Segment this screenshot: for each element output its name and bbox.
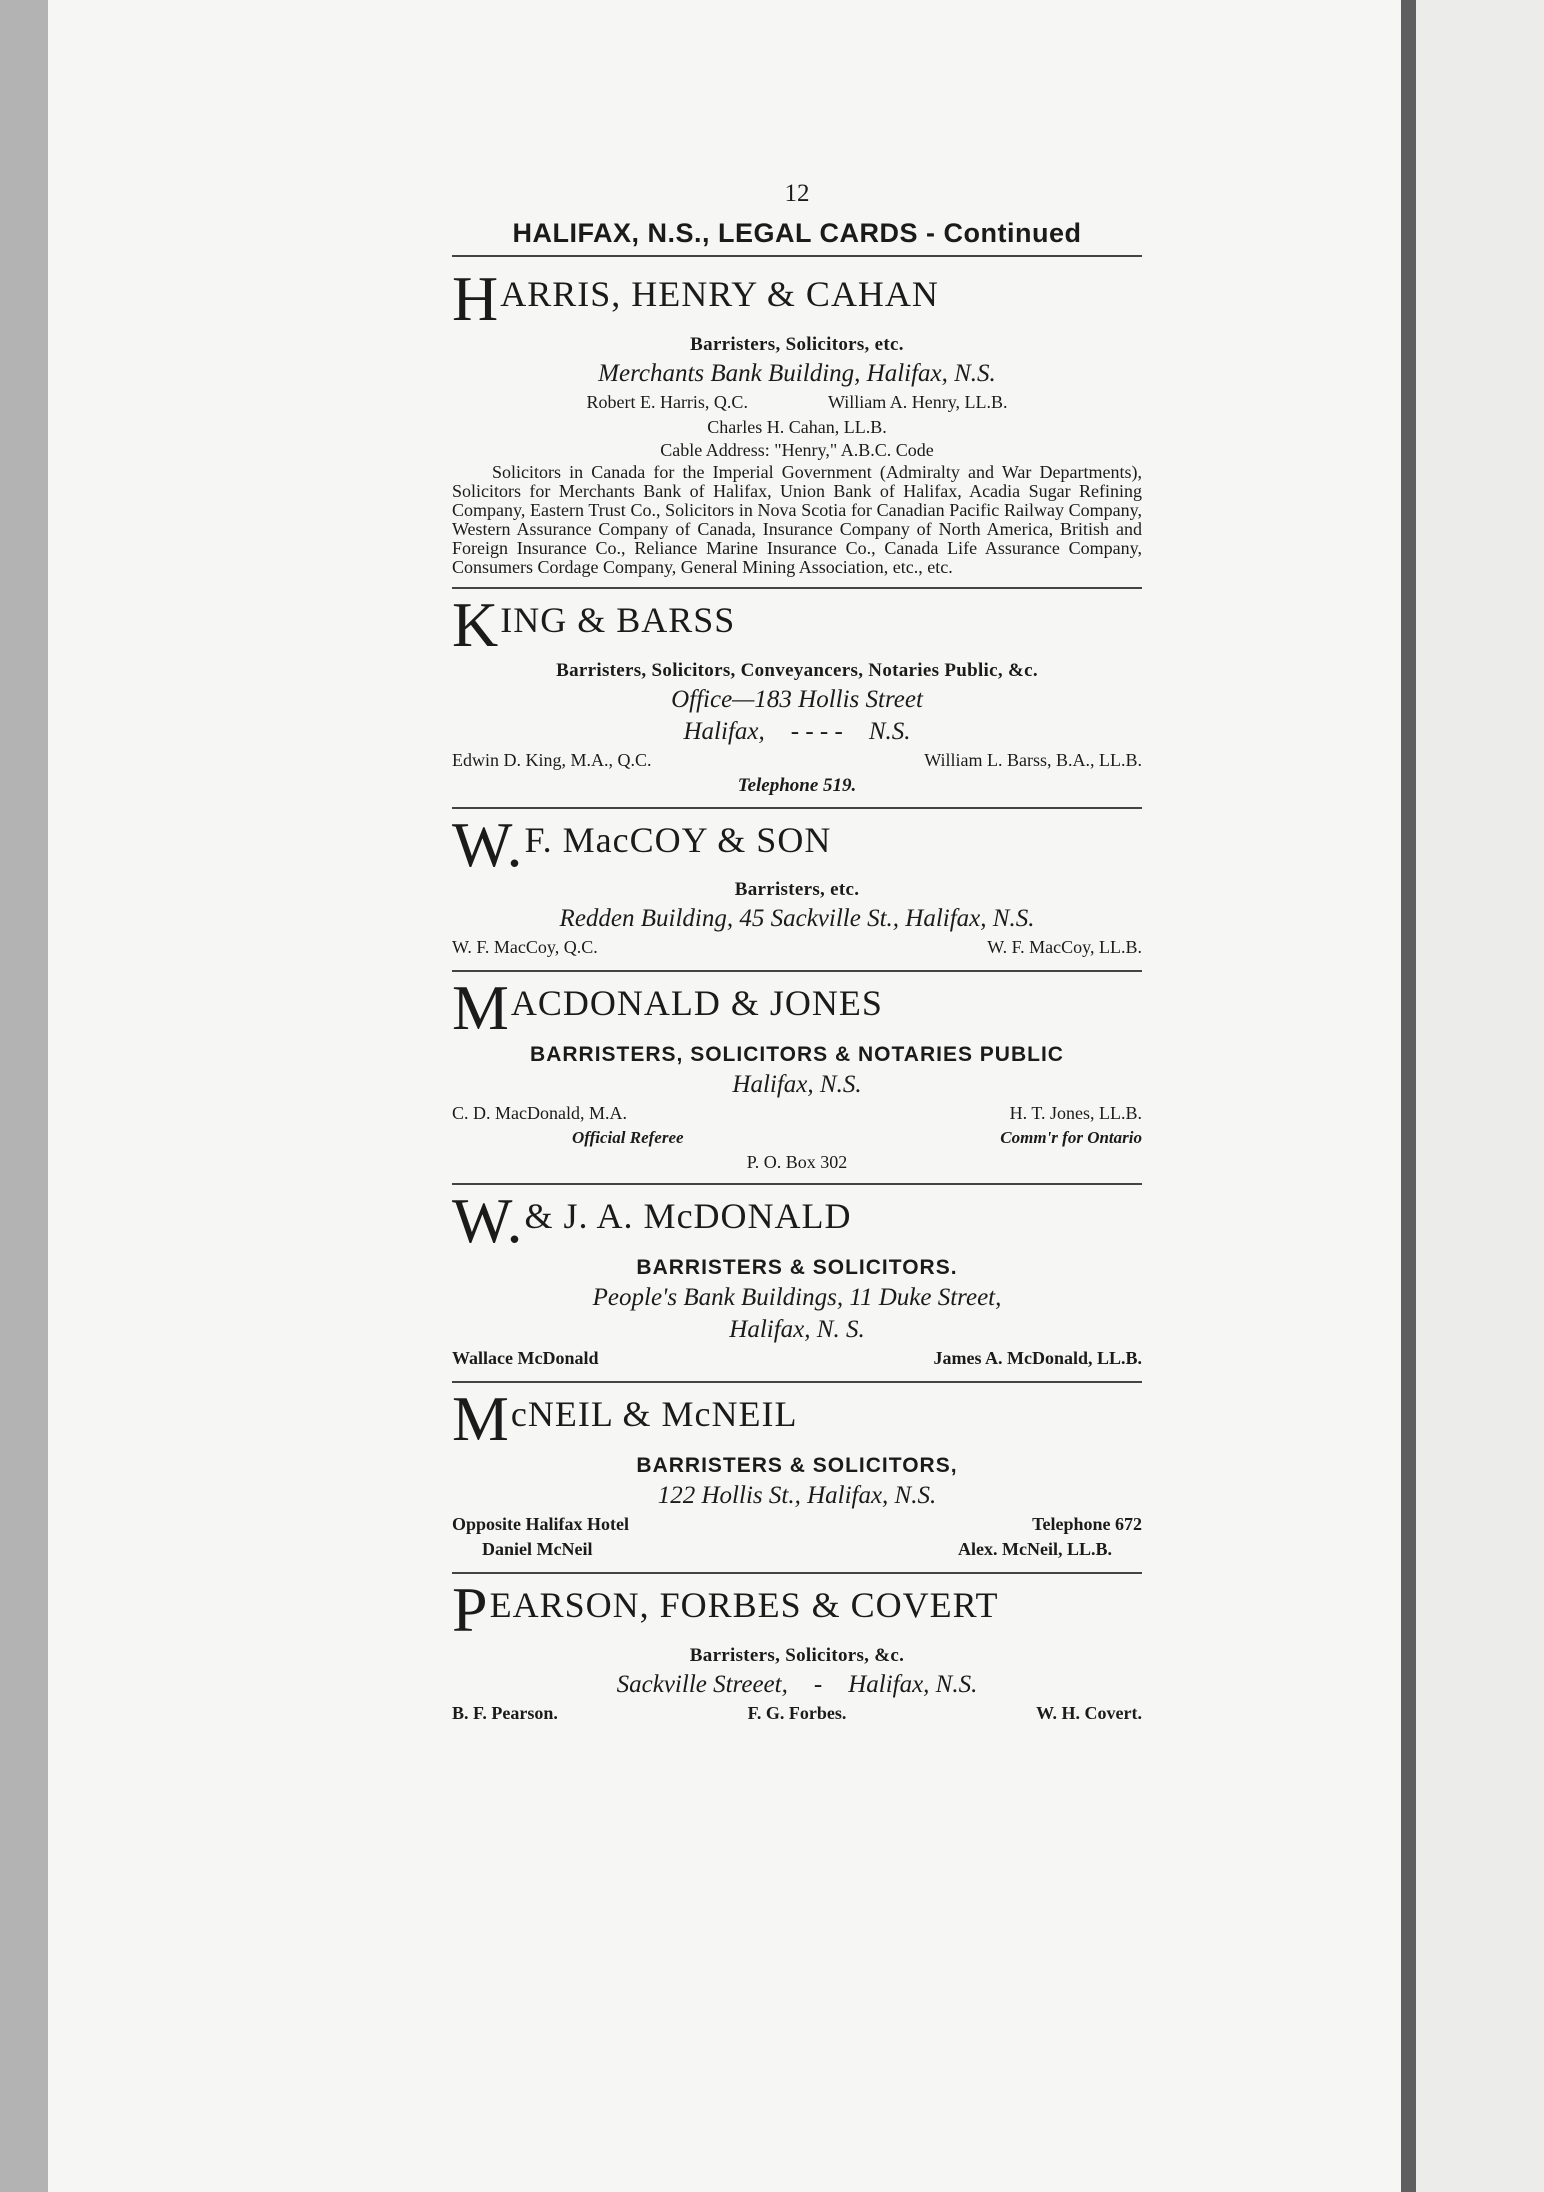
firm-name-rest: cNEIL & McNEIL (510, 1393, 798, 1434)
partner-right: H. T. Jones, LL.B. (1009, 1103, 1142, 1124)
city: Halifax, (683, 717, 765, 745)
partners-row (452, 1103, 1142, 1124)
telephone: Telephone 672 (1032, 1513, 1142, 1534)
profession: Barristers, Solicitors, &c. (689, 1644, 905, 1666)
partner-right: William A. Henry, LL.B. (827, 391, 1008, 412)
partners-row (452, 1539, 1142, 1560)
firm-name (452, 972, 1142, 1044)
partner-left-note: Official Referee (572, 1128, 684, 1148)
firm-initial: K (452, 588, 499, 660)
profession: BARRISTERS & SOLICITORS, (636, 1453, 958, 1477)
card-harris-henry-cahan (452, 263, 1142, 589)
profession: BARRISTERS & SOLICITORS. (636, 1255, 958, 1279)
office-address: Office—183 Hollis Street (671, 685, 923, 713)
partner-right: William L. Barss, B.A., LL.B. (924, 749, 1142, 770)
partner-left: Wallace McDonald (452, 1347, 599, 1368)
profession: Barristers, Solicitors, etc. (690, 333, 904, 355)
partner-left: W. F. MacCoy, Q.C. (452, 937, 598, 958)
card-wj-mcdonald (452, 1185, 1142, 1383)
partners-row (452, 750, 1142, 771)
firm-initial: H (452, 263, 499, 334)
address: Merchants Bank Building, Halifax, N.S. (598, 359, 996, 387)
profession: Barristers, etc. (734, 879, 860, 901)
partner-left: Daniel McNeil (482, 1538, 593, 1559)
address: 122 Hollis St., Halifax, N.S. (657, 1481, 937, 1509)
cable-address: Cable Address: "Henry," A.B.C. Code (660, 439, 934, 460)
page-column (452, 180, 1142, 1736)
location-note: Opposite Halifax Hotel (452, 1513, 629, 1534)
firm-name-rest: ACDONALD & JONES (510, 983, 883, 1024)
firm-name (452, 1185, 1142, 1257)
firm-name-rest: ARRIS, HENRY & CAHAN (500, 274, 939, 314)
card-maccoy-son (452, 809, 1142, 973)
province: N.S. (868, 717, 911, 745)
page-edge-shadow (1401, 0, 1416, 2192)
info-row (452, 1514, 1142, 1535)
partner-right: James A. McDonald, LL.B. (933, 1347, 1142, 1368)
partners-row (452, 1703, 1142, 1724)
partner-left: Robert E. Harris, Q.C. (586, 391, 748, 412)
card-pearson-forbes-covert (452, 1574, 1142, 1736)
running-head: HALIFAX, N.S., LEGAL CARDS - Continued (452, 218, 1142, 257)
firm-name-rest: EARSON, FORBES & COVERT (489, 1584, 999, 1625)
card-macdonald-jones (452, 972, 1142, 1185)
city-line: Halifax, N. S. (729, 1315, 865, 1343)
partner-center: Charles H. Cahan, LL.B. (707, 416, 887, 437)
firm-initial: P (452, 1573, 488, 1645)
address: Halifax, N.S. (732, 1071, 862, 1099)
firm-name-rest: & J. A. McDONALD (524, 1196, 852, 1237)
firm-initial: M (452, 972, 509, 1044)
city: Halifax, N.S. (848, 1670, 978, 1698)
firm-description: Solicitors in Canada for the Imperial Government (Admiralty and War Departments), Solicitors for Merchants Bank of Halifax, Union Bank of Halifax, Acadia Sugar Refining Company, Eastern Trust Co., Solicitors in Nova Scotia for Canadian Pacific Railway Company, Western Assurance Company of Canada, Insurance Company of North America, British and Foreign Insurance Co., Reliance Marine Insurance Co., Canada Life Assurance Company, Consumers Cordage Company, General Mining Association, etc., etc. (452, 461, 1142, 577)
firm-name (452, 808, 1142, 880)
partner-right: W. F. MacCoy, LL.B. (987, 937, 1142, 958)
profession: BARRISTERS, SOLICITORS & NOTARIES PUBLIC (530, 1043, 1064, 1067)
partner-right: Alex. McNeil, LL.B. (958, 1538, 1112, 1559)
partners-row (452, 1348, 1142, 1369)
po-box: P. O. Box 302 (746, 1152, 848, 1173)
street: Sackville Streeet, (616, 1670, 788, 1698)
partner-2: F. G. Forbes. (747, 1702, 847, 1723)
address: Redden Building, 45 Sackville St., Halifax, N.S. (559, 905, 1035, 933)
dash: - (813, 1670, 823, 1698)
firm-initial: M (452, 1382, 509, 1454)
partner-left: Edwin D. King, M.A., Q.C. (452, 749, 652, 770)
firm-name (452, 1382, 1142, 1454)
partners-row (452, 392, 1142, 413)
address-line (452, 1671, 1142, 1699)
profession: Barristers, Solicitors, Conveyancers, Notaries Public, &c. (556, 659, 1038, 681)
partner-right-note: Comm'r for Ontario (1000, 1128, 1142, 1148)
adjacent-page (1416, 0, 1544, 2192)
telephone: Telephone 519. (737, 774, 857, 796)
page-number: 12 (784, 180, 810, 207)
partner-notes-row (452, 1128, 1142, 1148)
address: People's Bank Buildings, 11 Duke Street, (592, 1283, 1002, 1311)
firm-name-rest: ING & BARSS (500, 599, 736, 640)
partner-3: W. H. Covert. (1036, 1702, 1142, 1723)
firm-name (452, 588, 1142, 660)
firm-initial: W. (452, 808, 523, 880)
partners-row (452, 937, 1142, 958)
partner-1: B. F. Pearson. (452, 1702, 558, 1723)
firm-name (452, 263, 1142, 334)
firm-name (452, 1573, 1142, 1645)
partner-left: C. D. MacDonald, M.A. (452, 1103, 627, 1124)
card-king-barss (452, 589, 1142, 809)
card-mcneil-mcneil (452, 1383, 1142, 1574)
city-line (452, 718, 1142, 746)
firm-name-rest: F. MacCOY & SON (524, 819, 832, 860)
scan-margin (0, 0, 48, 2192)
dashes: - - - - (790, 717, 843, 745)
firm-initial: W. (452, 1185, 523, 1257)
